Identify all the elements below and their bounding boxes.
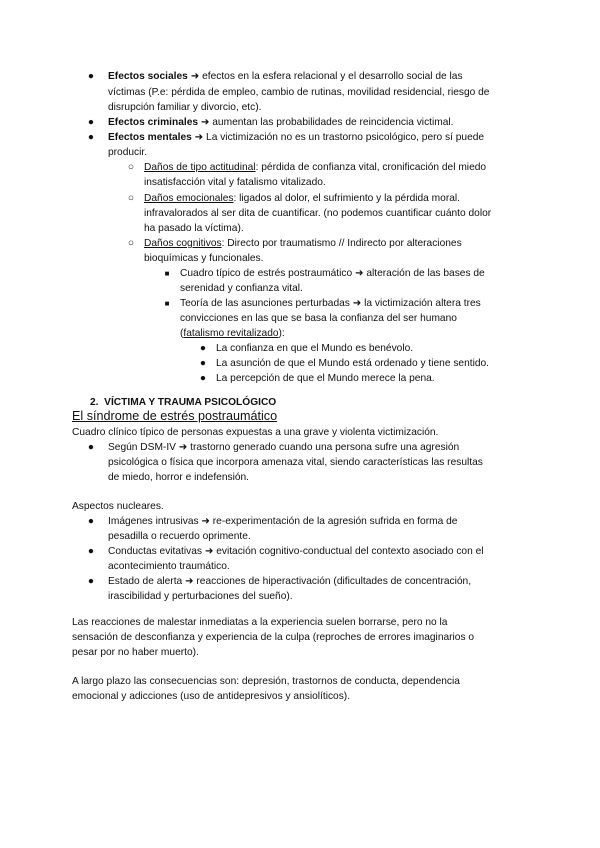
text-line: insatisfacción vital y fatalismo vitalizado. [144,177,326,188]
text-line: Cuadro típico de estrés postraumático ➜ alteración de las bases de [180,268,485,279]
text-line: Daños cognitivos: Directo por traumatismo // Indirecto por alteraciones [144,238,462,249]
text-line: serenidad y confianza vital. [180,283,303,294]
arrow-icon: ➜ [200,117,210,128]
text-line: pesar por no haber muerto). [72,647,199,658]
bullet: ● [87,546,95,557]
bullet: ● [87,442,95,453]
text-line: Efectos sociales ➜ efectos en la esfera relacional y el desarrollo social de las [108,71,463,82]
section-number: 2. [90,397,99,408]
arrow-icon: ➜ [190,71,200,82]
text-line: acontecimiento traumático. [108,561,230,572]
term-fatalismo-revitalizado: fatalismo revitalizado [183,328,279,339]
text-line: infravalorados al ser dita de cuantificar. (no podemos cuantificar cuánto dolor [144,208,492,219]
section-title: VÍCTIMA Y TRAUMA PSICOLÓGICO [104,397,277,408]
bullet: ● [87,576,95,587]
text-line: Efectos criminales ➜ aumentan las probabilidades de reincidencia victimal. [108,117,454,128]
bullet: ■ [164,299,170,308]
text-line: (fatalismo revitalizado): [180,328,285,339]
text-line: psicológica o física que incorpora amenaza vital, siendo características las resultas [108,457,483,468]
text-line: Daños emocionales: ligados al dolor, el sufrimiento y la pérdida moral. [144,193,460,204]
bullet: ● [87,132,95,143]
text-line: sensación de desconfianza y experiencia de la culpa (reproches de errores imaginarios o [72,632,475,643]
text-line: de miedo, horror e indefensión. [108,472,250,483]
term-danos-emocionales: Daños emocionales [144,193,234,204]
bullet: ● [199,343,207,354]
term-danos-cognitivos: Daños cognitivos [144,238,222,249]
aspects-label: Aspectos nucleares. [72,501,164,512]
text-line: bioquímicas y funcionales. [144,253,264,264]
text-line: Imágenes intrusivas ➜ re-experimentación de la agresión sufrida en forma de [108,516,458,527]
text-line: Daños de tipo actitudinal: pérdida de confianza vital, cronificación del miedo [144,162,487,173]
text-line: Teoría de las asunciones perturbadas ➜ la victimización altera tres [180,298,481,309]
bullet: ● [87,71,95,82]
text-line: Efectos mentales ➜ La victimización no es un trastorno psicológico, pero sí puede [108,132,485,143]
list-item: La percepción de que el Mundo merece la pena. [216,373,435,384]
bullet: ○ [127,193,135,204]
bullet: ○ [127,162,135,173]
bullet: ○ [127,238,135,249]
term-efectos-criminales: Efectos criminales [108,117,199,128]
text-line: víctimas (P.e: pérdida de empleo, cambio de rutinas, movilidad residencial, riesgo de [108,87,490,98]
subsection-title: El síndrome de estrés postraumático [72,409,278,423]
term-efectos-mentales: Efectos mentales [108,132,192,143]
text-line: ha pasado la víctima). [144,223,244,234]
list-item: La asunción de que el Mundo está ordenado y tiene sentido. [216,358,489,369]
text-line: emocional y adicciones (uso de antidepresivos y ansiolíticos). [72,691,351,702]
text-line: pesadilla o recuerdo oprimente. [108,531,251,542]
text-line: Conductas evitativas ➜ evitación cognitivo-conductual del contexto asociado con el [108,546,484,557]
bullet: ● [87,117,95,128]
text-line: producir. [108,147,148,158]
text-line: convicciones en las que se basa la confianza del ser humano [180,313,457,324]
bullet: ■ [164,269,170,278]
text-line: A largo plazo las consecuencias son: depresión, trastornos de conducta, dependencia [72,676,460,687]
text-line: Según DSM-IV ➜ trastorno generado cuando una persona sufre una agresión [108,442,460,453]
bullet: ● [199,373,207,384]
text-line: disrupción familiar y divorcio, etc). [108,102,262,113]
text-line: irascibilidad y perturbaciones del sueño). [108,591,293,602]
term-danos-actitudinal: Daños de tipo actitudinal [144,162,256,173]
text-line: Las reacciones de malestar inmediatas a la experiencia suelen borrarse, pero no la [72,617,448,628]
term-efectos-sociales: Efectos sociales [108,71,188,82]
arrow-icon: ➜ [194,132,204,143]
text-line: Estado de alerta ➜ reacciones de hiperactivación (dificultades de concentración, [108,576,472,587]
bullet: ● [199,358,207,369]
list-item: La confianza en que el Mundo es benévolo. [216,343,414,354]
text-line: Cuadro clínico típico de personas expuestas a una grave y violenta victimización. [72,427,439,438]
bullet: ● [87,516,95,527]
